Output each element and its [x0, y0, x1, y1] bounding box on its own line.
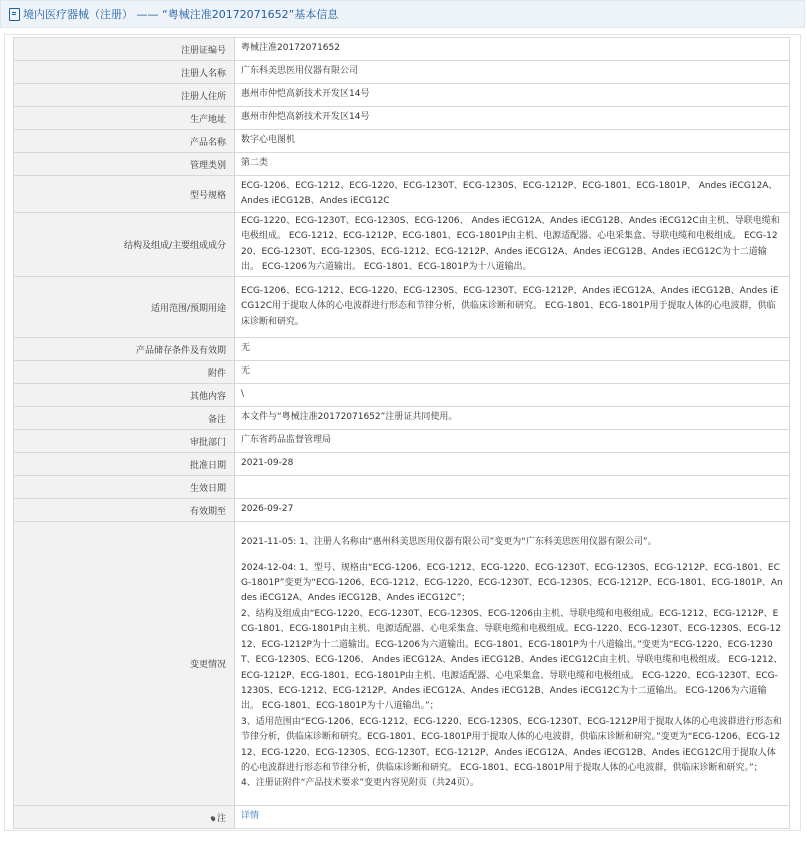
field-label: 注册证编号	[14, 38, 235, 61]
field-label: 批准日期	[14, 453, 235, 476]
table-row	[14, 213, 790, 277]
field-value: 2026-09-27	[235, 499, 790, 522]
field-value: 惠州市仲恺高新技术开发区14号	[235, 107, 790, 130]
note-label-cell	[14, 806, 235, 829]
field-label: 变更情况	[14, 522, 235, 806]
field-value	[235, 476, 790, 499]
page-title: 境内医疗器械（注册） —— “粤械注准20172071652”基本信息	[23, 8, 339, 21]
pin-icon	[210, 815, 216, 821]
table-row	[14, 806, 790, 829]
field-label: 产品储存条件及有效期	[14, 338, 235, 361]
table-row	[14, 130, 790, 153]
field-label: 审批部门	[14, 430, 235, 453]
field-label: 产品名称	[14, 130, 235, 153]
field-value: 无	[235, 361, 790, 384]
field-label: 生产地址	[14, 107, 235, 130]
field-value: 数字心电图机	[235, 130, 790, 153]
field-label: 附件	[14, 361, 235, 384]
note-value	[235, 806, 790, 829]
change-entry: 2、结构及组成由“ECG-1220、ECG-1230T、ECG-1230S、ECG-1206由主机、导联电缆和电极组成。ECG-1212、ECG-1212P、ECG-1801、ECG-1801P由主机、电源适配器、心电采集盒、导联电缆和电极组成。ECG-1220、ECG-1230T、ECG-1230S、ECG-1212、ECG-1212P为十二道输出。ECG-1206为六道输出。ECG-1801、ECG-1801P为十八道输出。”变更为“ECG-1220、ECG-1230T、ECG-1230S、ECG-1206、 Andes iECG12A、Andes iECG12B、Andes iECG12C由主机、导联电缆和电极组成。 ECG-1212、ECG-1212P、ECG-1801、ECG-1801P由主机、电源适配器、心电采集盒、导联电缆和电极组成。 ECG-1220、ECG-1230T、ECG-1230S、ECG-1212、ECG-1212P、Andes iECG12A、Andes iECG12B、Andes iECG12C为十二道输出。 ECG-1206为六道输出。 ECG-1801、ECG-1801P为十八道输出。”；	[241, 608, 783, 712]
page-title-bar	[0, 0, 805, 28]
table-row	[14, 522, 790, 806]
field-value: 无	[235, 338, 790, 361]
field-label: 注册人名称	[14, 61, 235, 84]
table-row	[14, 453, 790, 476]
field-value: ECG-1206、ECG-1212、ECG-1220、ECG-1230T、ECG-1230S、ECG-1212P、ECG-1801、ECG-1801P、 Andes iECG12A、Andes iECG12B、Andes iECG12C	[235, 176, 790, 213]
field-value: ECG-1206、ECG-1212、ECG-1220、ECG-1230S、ECG-1230T、ECG-1212P、Andes iECG12A、Andes iECG12B、Andes iECG12C用于提取人体的心电波群进行形态和节律分析，供临床诊断和研究。 ECG-1801、ECG-1801P用于提取人体的心电波群，供临床诊断和研究。	[235, 277, 790, 338]
field-label: 注册人住所	[14, 84, 235, 107]
details-link[interactable]: 详情	[241, 811, 260, 822]
field-label: 注	[216, 813, 226, 824]
field-value: 惠州市仲恺高新技术开发区14号	[235, 84, 790, 107]
field-label: 适用范围/预期用途	[14, 277, 235, 338]
field-value: 粤械注准20172071652	[235, 38, 790, 61]
table-row	[14, 430, 790, 453]
field-label: 备注	[14, 407, 235, 430]
field-value: 广东省药品监督管理局	[235, 430, 790, 453]
change-entry: 4、注册证附件“产品技术要求”变更内容见附页（共24页）。	[241, 778, 480, 789]
table-row	[14, 153, 790, 176]
table-row	[14, 176, 790, 213]
field-label: 有效期至	[14, 499, 235, 522]
table-row	[14, 384, 790, 407]
change-history	[235, 522, 790, 806]
field-label: 型号规格	[14, 176, 235, 213]
field-value: \	[235, 384, 790, 407]
table-row	[14, 107, 790, 130]
table-row	[14, 338, 790, 361]
table-row	[14, 476, 790, 499]
change-entry: 2021-11-05: 1、注册人名称由“惠州科美思医用仪器有限公司”变更为“广东科美思医用仪器有限公司”。	[241, 537, 657, 548]
field-label: 管理类别	[14, 153, 235, 176]
field-value: 本文件与“粤械注准20172071652”注册证共同使用。	[235, 407, 790, 430]
table-row	[14, 361, 790, 384]
table-row	[14, 277, 790, 338]
field-value: 第二类	[235, 153, 790, 176]
table-row	[14, 407, 790, 430]
change-entry: 3、适用范围由“ECG-1206、ECG-1212、ECG-1220、ECG-1230S、ECG-1230T、ECG-1212P用于提取人体的心电波群进行形态和节律分析，供临床诊断和研究。ECG-1801、ECG-1801P用于提取人体的心电波群，供临床诊断和研究。”变更为“ECG-1206、ECG-1212、ECG-1220、ECG-1230S、ECG-1230T、ECG-1212P、Andes iECG12A、Andes iECG12B、Andes iECG12C用于提取人体的心电波群进行形态和节律分析，供临床诊断和研究。 ECG-1801、ECG-1801P用于提取人体的心电波群，供临床诊断和研究。”；	[241, 716, 782, 773]
field-value: 广东科美思医用仪器有限公司	[235, 61, 790, 84]
field-label: 结构及组成/主要组成成分	[14, 213, 235, 277]
table-row	[14, 499, 790, 522]
field-value: 2021-09-28	[235, 453, 790, 476]
table-row	[14, 38, 790, 61]
info-table	[13, 37, 790, 829]
field-value: ECG-1220、ECG-1230T、ECG-1230S、ECG-1206、 Andes iECG12A、Andes iECG12B、Andes iECG12C由主机、导联电缆和电极组成。 ECG-1212、ECG-1212P、ECG-1801、ECG-1801P由主机、电源适配器、心电采集盒、导联电缆和电极组成。 ECG-1220、ECG-1230T、ECG-1230S、ECG-1212、ECG-1212P、Andes iECG12A、Andes iECG12B、Andes iECG12C为十二道输出。 ECG-1206为六道输出。 ECG-1801、ECG-1801P为十八道输出。	[235, 213, 790, 277]
table-row	[14, 84, 790, 107]
field-label: 其他内容	[14, 384, 235, 407]
table-row	[14, 61, 790, 84]
change-entry: 2024-12-04: 1、型号、规格由“ECG-1206、ECG-1212、ECG-1220、ECG-1230T、ECG-1230S、ECG-1212P、ECG-1801、ECG-1801P”变更为“ECG-1206、ECG-1212、ECG-1220、ECG-1230T、ECG-1230S、ECG-1212P、ECG-1801、ECG-1801P、Andes iECG12A、Andes iECG12B、Andes iECG12C”；	[241, 562, 783, 604]
document-icon	[9, 8, 20, 21]
field-label: 生效日期	[14, 476, 235, 499]
